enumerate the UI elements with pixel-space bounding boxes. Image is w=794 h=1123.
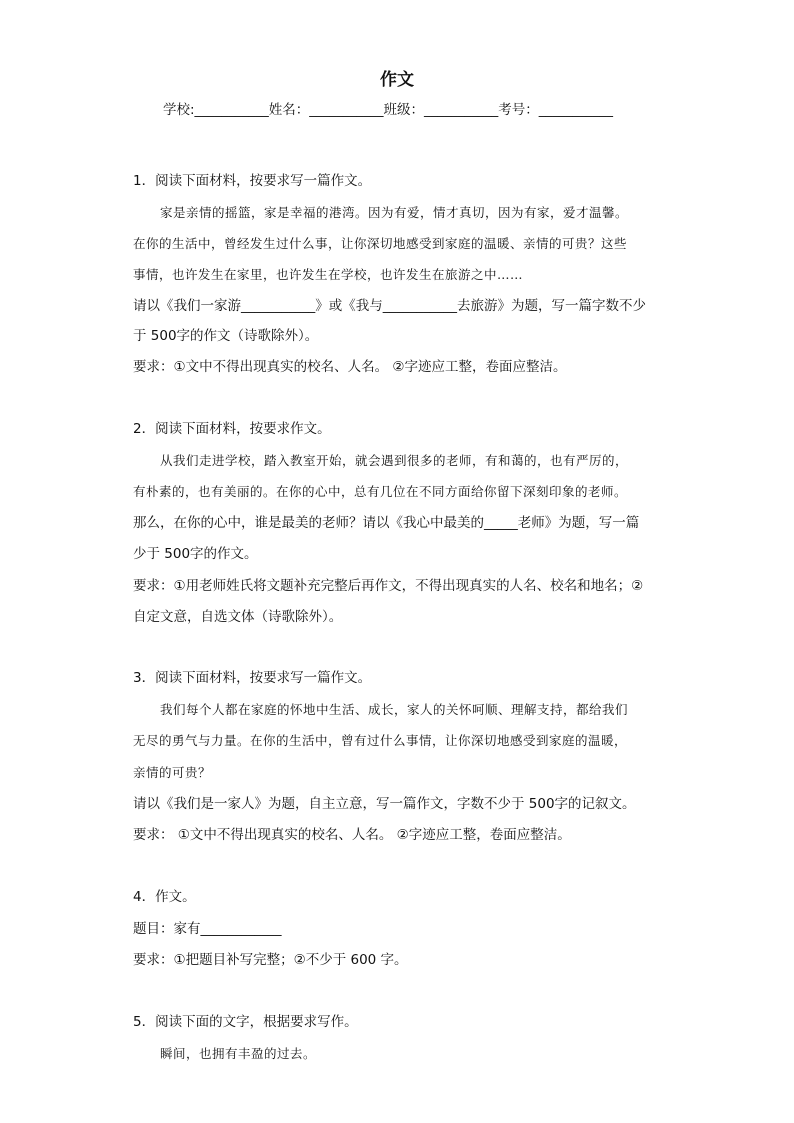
question-2-heading: 2．阅读下面材料，按要求作文。 — [133, 421, 331, 437]
question-1-material-line: 在你的生活中，曾经发生过什么事，让你深切地感受到家庭的温暖、亲情的可贵？这些 — [133, 236, 628, 251]
question-4-topic: 题目：家有____________ — [133, 921, 282, 937]
question-4-requirement: 要求：①把题目补写完整；②不少于 600 字。 — [133, 952, 408, 968]
question-3-requirement: 要求： ①文中不得出现真实的校名、人名。 ②字迹应工整，卷面应整洁。 — [133, 827, 571, 843]
question-1-material-line: 事情，也许发生在家里，也许发生在学校，也许发生在旅游之中…… — [133, 267, 524, 282]
question-5-heading: 5．阅读下面的文字，根据要求写作。 — [133, 1014, 358, 1030]
question-3-material-line: 我们每个人都在家庭的怀地中生活、成长，家人的关怀呵顺、理解支持，都给我们 — [160, 702, 629, 717]
question-1-requirement: 要求：①文中不得出现真实的校名、人名。 ②字迹应工整，卷面应整洁。 — [133, 359, 567, 375]
question-4-heading: 4．作文。 — [133, 889, 196, 905]
question-3-material-line: 无尽的勇气与力量。在你的生活中，曾有过什么事情，让你深切地感受到家庭的温暖， — [133, 733, 628, 748]
page-title: 作文 — [380, 70, 414, 90]
question-1-prompt-line: 请以《我们一家游___________》或《我与___________去旅游》为题，写一篇字数不少 — [133, 298, 646, 314]
question-3-prompt-line: 请以《我们是一家人》为题，自主立意，写一篇作文，字数不少于 500字的记叙文。 — [133, 796, 636, 812]
question-3-heading: 3．阅读下面材料，按要求写一篇作文。 — [133, 670, 372, 686]
question-3-material-line: 亲情的可贵？ — [133, 765, 212, 780]
question-1-material-line: 家是亲情的摇篮，家是幸福的港湾。因为有爱，情才真切，因为有家，爱才温馨。 — [160, 205, 629, 220]
student-info-line: 学校:___________姓名：___________班级：___________考号：___________ — [163, 102, 614, 118]
question-2-requirement: 要求：①用老师姓氏将文题补充完整后再作文，不得出现真实的人名、校名和地名；② — [133, 578, 644, 594]
question-2-prompt-line: 少于 500字的作文。 — [133, 546, 258, 562]
question-2-requirement: 自定文意，自选文体（诗歌除外）。 — [133, 609, 343, 625]
question-5-material-line: 瞬间，也拥有丰盈的过去。 — [160, 1046, 317, 1061]
question-2-material-line: 有朴素的，也有美丽的。在你的心中，总有几位在不同方面给你留下深刻印象的老师。 — [133, 484, 628, 499]
question-2-material-line: 从我们走进学校，踏入教室开始，就会遇到很多的老师，有和蔼的，也有严厉的， — [160, 453, 629, 468]
question-1-heading: 1．阅读下面材料，按要求写一篇作文。 — [133, 173, 372, 189]
question-2-prompt-line: 那么，在你的心中，谁是最美的老师？请以《我心中最美的_____老师》为题，写一篇 — [133, 515, 640, 531]
question-1-prompt-line: 于 500字的作文（诗歌除外）。 — [133, 328, 319, 344]
